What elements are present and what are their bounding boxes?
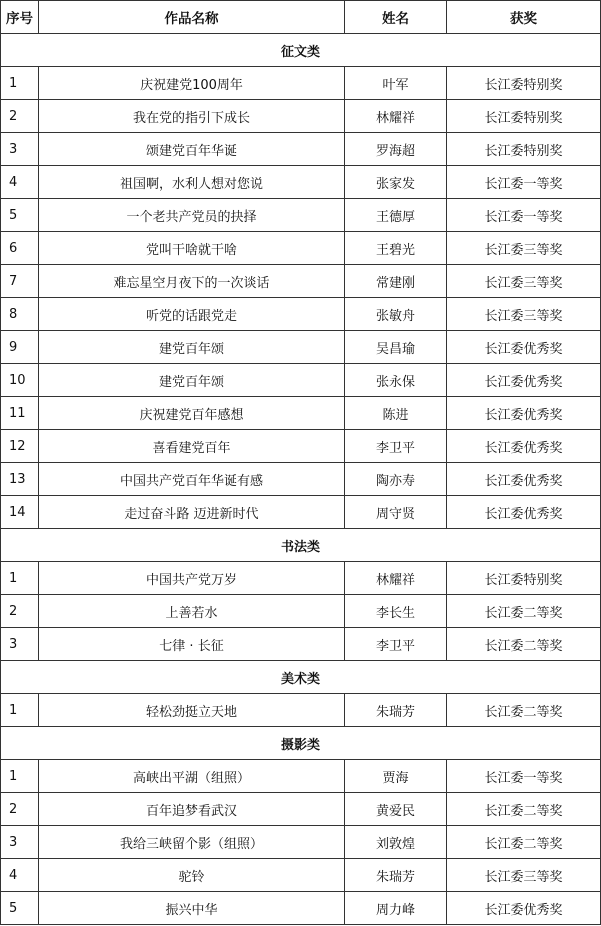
cell-award: 长江委优秀奖 [447, 397, 601, 430]
cell-name: 李卫平 [345, 430, 447, 463]
cell-award: 长江委一等奖 [447, 760, 601, 793]
cell-name: 常建刚 [345, 265, 447, 298]
cell-no: 13 [1, 463, 39, 496]
cell-award: 长江委优秀奖 [447, 331, 601, 364]
cell-award: 长江委优秀奖 [447, 892, 601, 925]
table-row [1, 562, 601, 595]
cell-name: 林耀祥 [345, 100, 447, 133]
header-no: 序号 [1, 1, 39, 34]
cell-title: 中国共产党万岁 [39, 562, 345, 595]
cell-name: 张家发 [345, 166, 447, 199]
section-row [1, 34, 601, 67]
cell-no: 10 [1, 364, 39, 397]
header-row [1, 1, 601, 34]
cell-award: 长江委优秀奖 [447, 463, 601, 496]
cell-name: 陶亦寿 [345, 463, 447, 496]
cell-award: 长江委三等奖 [447, 298, 601, 331]
cell-award: 长江委二等奖 [447, 694, 601, 727]
cell-no: 8 [1, 298, 39, 331]
section-row [1, 661, 601, 694]
cell-no: 9 [1, 331, 39, 364]
cell-award: 长江委特别奖 [447, 133, 601, 166]
header-name: 姓名 [345, 1, 447, 34]
cell-no: 1 [1, 67, 39, 100]
cell-no: 3 [1, 826, 39, 859]
cell-no: 5 [1, 199, 39, 232]
table-row [1, 430, 601, 463]
section-title: 美术类 [1, 661, 601, 694]
cell-award: 长江委二等奖 [447, 628, 601, 661]
cell-title: 百年追梦看武汉 [39, 793, 345, 826]
cell-award: 长江委三等奖 [447, 265, 601, 298]
cell-title: 振兴中华 [39, 892, 345, 925]
table-row [1, 628, 601, 661]
cell-title: 走过奋斗路 迈进新时代 [39, 496, 345, 529]
cell-no: 2 [1, 100, 39, 133]
cell-no: 3 [1, 133, 39, 166]
table-row [1, 826, 601, 859]
cell-title: 党叫干啥就干啥 [39, 232, 345, 265]
header-award: 获奖 [447, 1, 601, 34]
table-row [1, 760, 601, 793]
table-row [1, 133, 601, 166]
cell-name: 陈进 [345, 397, 447, 430]
cell-no: 7 [1, 265, 39, 298]
cell-no: 12 [1, 430, 39, 463]
cell-name: 王德厚 [345, 199, 447, 232]
cell-name: 朱瑞芳 [345, 859, 447, 892]
table-body [1, 34, 601, 925]
cell-name: 张永保 [345, 364, 447, 397]
cell-title: 庆祝建党百年感想 [39, 397, 345, 430]
table-row [1, 67, 601, 100]
table-row [1, 892, 601, 925]
cell-award: 长江委三等奖 [447, 232, 601, 265]
cell-title: 七律 · 长征 [39, 628, 345, 661]
cell-award: 长江委二等奖 [447, 826, 601, 859]
cell-name: 李卫平 [345, 628, 447, 661]
cell-no: 3 [1, 628, 39, 661]
section-row [1, 727, 601, 760]
cell-name: 张敏舟 [345, 298, 447, 331]
cell-title: 难忘星空月夜下的一次谈话 [39, 265, 345, 298]
cell-title: 上善若水 [39, 595, 345, 628]
cell-title: 中国共产党百年华诞有感 [39, 463, 345, 496]
cell-name: 周守贤 [345, 496, 447, 529]
cell-name: 周力峰 [345, 892, 447, 925]
cell-no: 5 [1, 892, 39, 925]
table-row [1, 694, 601, 727]
cell-no: 1 [1, 760, 39, 793]
cell-award: 长江委特别奖 [447, 67, 601, 100]
table-row [1, 397, 601, 430]
cell-award: 长江委优秀奖 [447, 496, 601, 529]
table-row [1, 859, 601, 892]
section-title: 书法类 [1, 529, 601, 562]
cell-award: 长江委特别奖 [447, 100, 601, 133]
table-row [1, 331, 601, 364]
cell-title: 一个老共产党员的抉择 [39, 199, 345, 232]
cell-name: 罗海超 [345, 133, 447, 166]
cell-name: 李长生 [345, 595, 447, 628]
cell-title: 祖国啊，水利人想对您说 [39, 166, 345, 199]
cell-title: 喜看建党百年 [39, 430, 345, 463]
table-row [1, 199, 601, 232]
section-title: 摄影类 [1, 727, 601, 760]
cell-name: 叶军 [345, 67, 447, 100]
cell-title: 我在党的指引下成长 [39, 100, 345, 133]
cell-title: 轻松劲挺立天地 [39, 694, 345, 727]
table-row [1, 265, 601, 298]
cell-title: 建党百年颂 [39, 331, 345, 364]
table-row [1, 100, 601, 133]
cell-award: 长江委三等奖 [447, 859, 601, 892]
cell-award: 长江委优秀奖 [447, 430, 601, 463]
cell-no: 2 [1, 793, 39, 826]
cell-name: 王碧光 [345, 232, 447, 265]
table-row [1, 166, 601, 199]
cell-no: 1 [1, 694, 39, 727]
cell-name: 林耀祥 [345, 562, 447, 595]
cell-name: 朱瑞芳 [345, 694, 447, 727]
cell-no: 4 [1, 166, 39, 199]
table-row [1, 496, 601, 529]
table-row [1, 364, 601, 397]
cell-no: 2 [1, 595, 39, 628]
cell-award: 长江委优秀奖 [447, 364, 601, 397]
table-row [1, 463, 601, 496]
table-row [1, 595, 601, 628]
cell-no: 11 [1, 397, 39, 430]
cell-no: 4 [1, 859, 39, 892]
cell-title: 驼铃 [39, 859, 345, 892]
cell-title: 庆祝建党100周年 [39, 67, 345, 100]
section-title: 征文类 [1, 34, 601, 67]
cell-award: 长江委一等奖 [447, 166, 601, 199]
header-title: 作品名称 [39, 1, 345, 34]
cell-name: 刘敦煌 [345, 826, 447, 859]
cell-name: 吴昌瑜 [345, 331, 447, 364]
cell-name: 黄爱民 [345, 793, 447, 826]
cell-name: 贾海 [345, 760, 447, 793]
cell-title: 听党的话跟党走 [39, 298, 345, 331]
cell-no: 6 [1, 232, 39, 265]
cell-award: 长江委一等奖 [447, 199, 601, 232]
cell-no: 14 [1, 496, 39, 529]
cell-award: 长江委二等奖 [447, 595, 601, 628]
cell-award: 长江委二等奖 [447, 793, 601, 826]
cell-no: 1 [1, 562, 39, 595]
cell-award: 长江委特别奖 [447, 562, 601, 595]
table-row [1, 793, 601, 826]
cell-title: 建党百年颂 [39, 364, 345, 397]
cell-title: 高峡出平湖（组照） [39, 760, 345, 793]
cell-title: 颂建党百年华诞 [39, 133, 345, 166]
table-row [1, 298, 601, 331]
cell-title: 我给三峡留个影（组照） [39, 826, 345, 859]
section-row [1, 529, 601, 562]
table-row [1, 232, 601, 265]
